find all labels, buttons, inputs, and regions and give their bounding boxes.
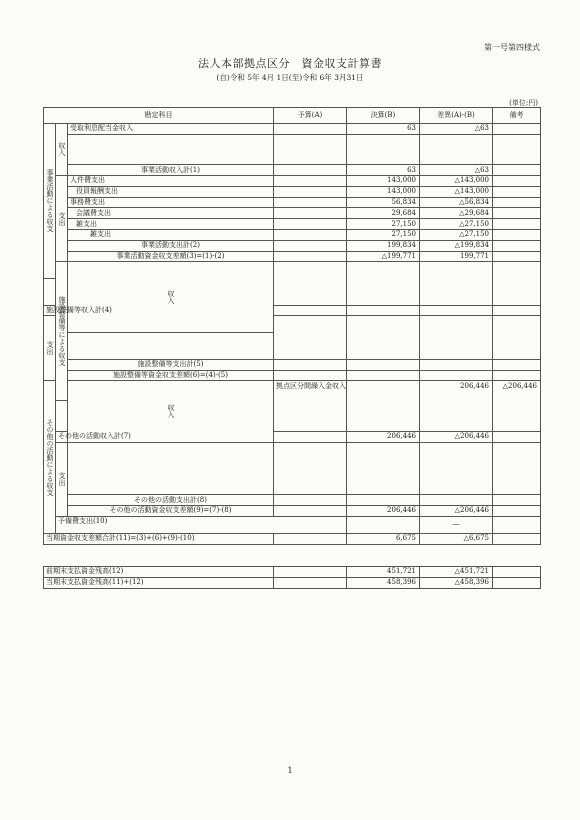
header-budget: 予算(A)	[274, 108, 347, 124]
header-actual: 決算(B)	[347, 108, 420, 124]
cell-actual: 6,675	[347, 533, 420, 544]
cell-actual: 63	[347, 124, 420, 135]
cell-actual: 451,721	[347, 567, 420, 578]
cell-diff: 199,771	[420, 251, 493, 262]
page-number: 1	[287, 766, 293, 775]
row-label: 会議費支出	[68, 208, 274, 219]
row-label: 事業活動支出計(2)	[68, 240, 274, 251]
header-row	[44, 108, 541, 124]
cell-diff: △27,150	[420, 219, 493, 230]
row-label: その他の活動支出計(8)	[68, 495, 274, 506]
row-label: 人件費支出	[68, 175, 274, 186]
cash-flow-table	[43, 107, 541, 545]
row-label: 施設整備等支出計(5)	[68, 359, 274, 370]
fiscal-period: (自)令和 5年 4月 1日(至)令和 6年 3月31日	[216, 73, 364, 82]
table-row	[44, 175, 541, 186]
cell-actual: 199,834	[347, 240, 420, 251]
table-row	[44, 208, 541, 219]
row-label: 雑支出	[68, 219, 274, 230]
cell-actual: 206,446	[347, 506, 420, 517]
table-row	[44, 197, 541, 208]
cell-actual: 206,446	[347, 431, 420, 442]
row-label: 当期資金収支差額合計(11)=(3)+(6)+(9)-(10)	[44, 533, 274, 544]
table-row	[44, 495, 541, 506]
row-label: 前期末支払資金残高(12)	[44, 567, 274, 578]
row-label: 事業活動収入計(1)	[68, 165, 274, 176]
sub-expense: 支出	[56, 442, 68, 516]
cell-diff: △143,000	[420, 175, 493, 186]
row-label: 役員報酬支出	[68, 186, 274, 197]
row-label: 施設整備等収入計(4)	[44, 305, 56, 316]
table-row	[44, 516, 541, 533]
document-title: 法人本部拠点区分 資金収支計算書	[198, 57, 382, 70]
cell-diff: △143,000	[420, 186, 493, 197]
table-row	[44, 186, 541, 197]
table-row	[44, 533, 541, 544]
table-row	[44, 381, 541, 391]
table-row	[44, 240, 541, 251]
sub-expense: 支出	[56, 175, 68, 261]
cell-actual: 29,684	[347, 208, 420, 219]
cell-diff: △206,446	[493, 381, 541, 391]
table-row	[44, 359, 541, 370]
cell-actual: △199,771	[347, 251, 420, 262]
row-label: 拠点区分間繰入金収入	[274, 381, 347, 391]
cell-diff: △63	[420, 124, 493, 135]
cell-actual: 143,000	[347, 186, 420, 197]
header-diff: 差異(A)-(B)	[420, 108, 493, 124]
header-account: 勘定科目	[44, 108, 274, 124]
cell-actual: 63	[347, 165, 420, 176]
table-row	[44, 251, 541, 262]
cell-actual: 206,446	[420, 381, 493, 391]
cell-diff: △199,834	[420, 240, 493, 251]
cell-diff: △29,684	[420, 208, 493, 219]
cell-actual: ―	[420, 516, 493, 533]
group-jigyo: 事業活動による収支	[44, 124, 56, 279]
table-row	[44, 567, 541, 578]
cell-actual: 143,000	[347, 175, 420, 186]
group-shisetsu: 施設整備等による収支	[56, 262, 68, 401]
sub-income: 収入	[68, 381, 274, 442]
row-label: その他の活動収入計(7)	[56, 431, 68, 442]
row-label: 施設整備等資金収支差額(6)=(4)-(5)	[68, 370, 274, 381]
header-remarks: 備考	[493, 108, 541, 124]
table-row	[44, 577, 541, 588]
cell-diff: △6,675	[420, 533, 493, 544]
table-row	[44, 165, 541, 176]
cell-diff: △206,446	[420, 431, 493, 442]
row-label: 事務費支出	[68, 197, 274, 208]
row-label: 雑支出	[68, 229, 274, 240]
table-row	[44, 124, 541, 135]
carry-table	[43, 566, 541, 589]
cell-diff: △451,721	[420, 567, 493, 578]
cell-diff: △56,834	[420, 197, 493, 208]
row-label: 事業活動資金収支差額(3)=(1)-(2)	[68, 251, 274, 262]
table-row	[44, 229, 541, 240]
row-label: その他の活動資金収支差額(9)=(7)-(8)	[68, 506, 274, 517]
cell-actual: 56,834	[347, 197, 420, 208]
row-label: 受取利息配当金収入	[68, 124, 274, 135]
row-label: 当期末支払資金残高(11)+(12)	[44, 577, 274, 588]
table-row	[44, 219, 541, 230]
sub-income: 収入	[56, 124, 68, 176]
cell-actual: 27,150	[347, 219, 420, 230]
cell-actual: 27,150	[347, 229, 420, 240]
cell-diff: △63	[420, 165, 493, 176]
cell-diff: △27,150	[420, 229, 493, 240]
group-sonota: その他の活動による収支	[44, 381, 56, 533]
sub-income: 収入	[68, 262, 274, 333]
table-row	[44, 506, 541, 517]
unit-label: (単位:円)	[509, 99, 538, 107]
cell-diff: △458,396	[420, 577, 493, 588]
sub-expense: 支出	[44, 316, 56, 381]
cell-actual: 458,396	[347, 577, 420, 588]
table-row	[44, 370, 541, 381]
form-number: 第一号第四様式	[484, 43, 540, 52]
cell-diff: △206,446	[420, 506, 493, 517]
row-label: 予備費支出(10)	[56, 516, 347, 533]
